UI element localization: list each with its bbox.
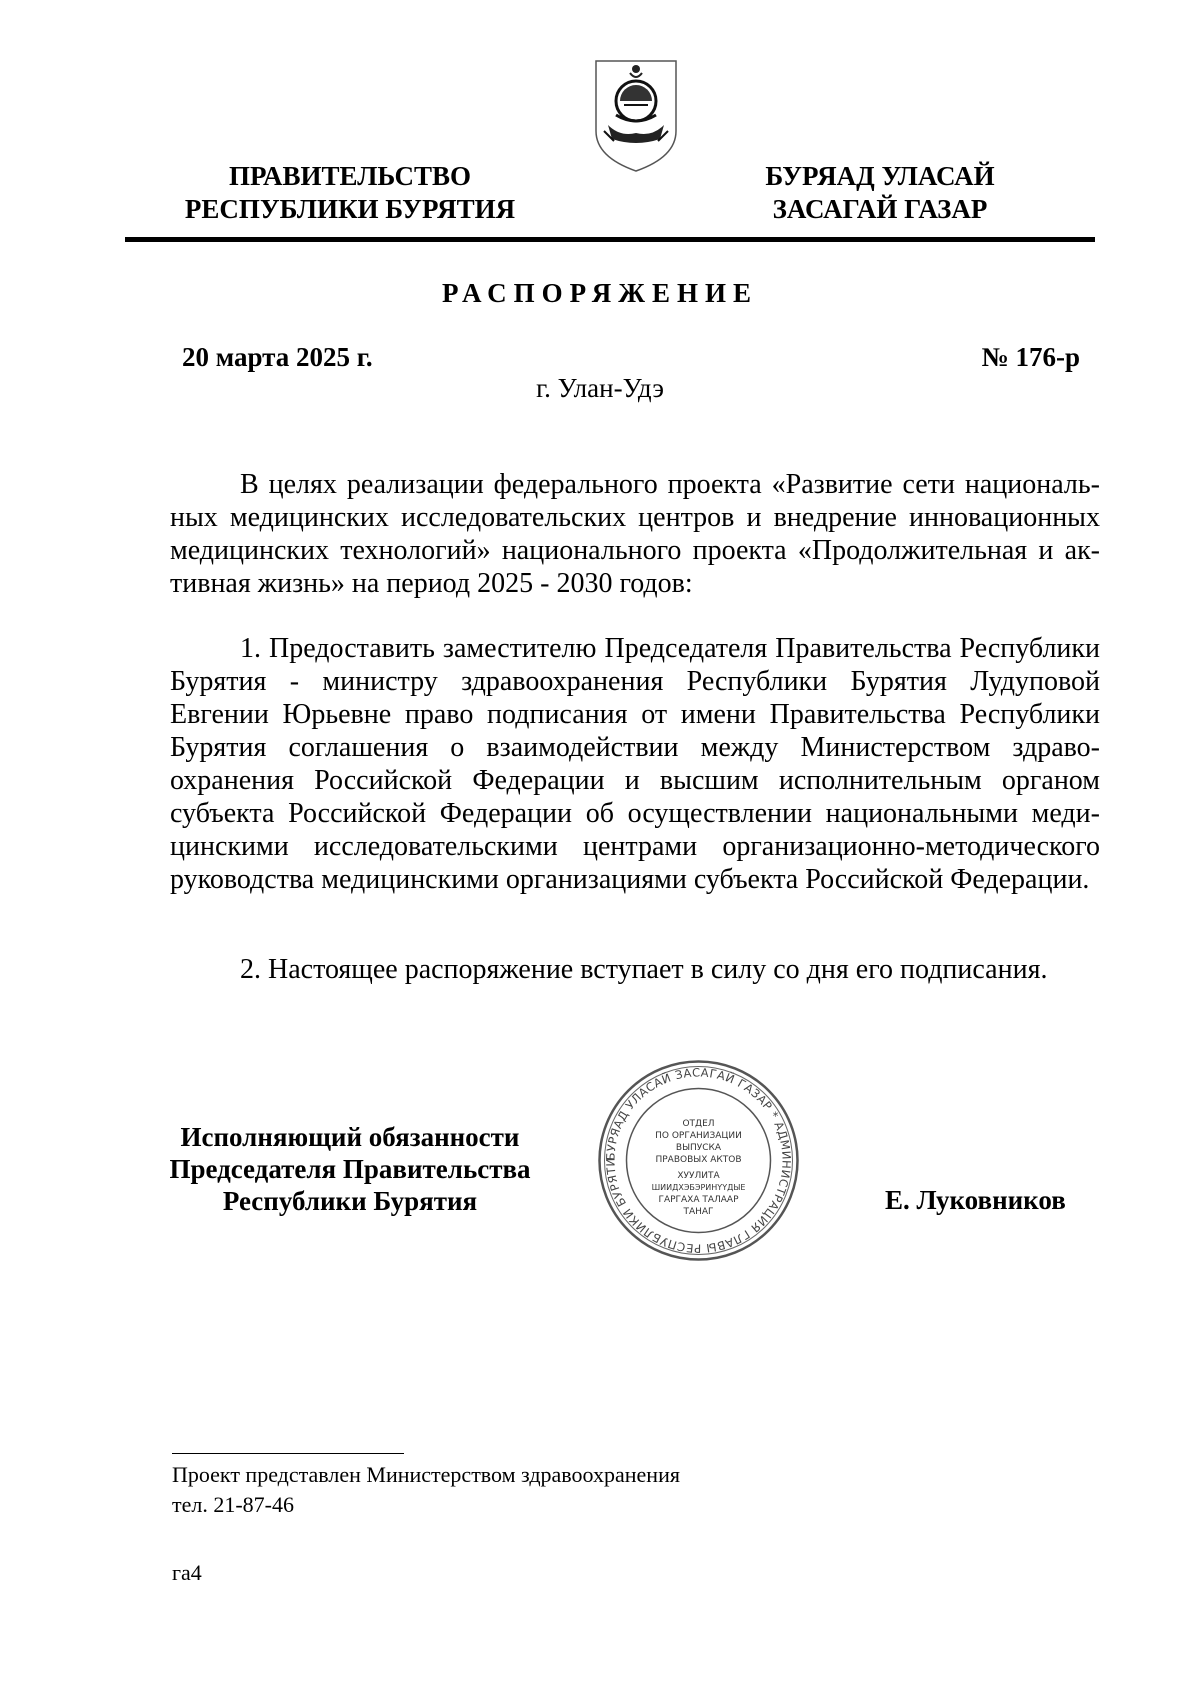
official-seal-stamp xyxy=(596,1058,801,1263)
footnote-line: тел. 21-87-46 xyxy=(172,1492,295,1517)
issuer-name-buryat xyxy=(720,160,1040,226)
item-2-paragraph: 2. Настоящее распоряжение вступает в силу со дня его подписания. xyxy=(240,954,1048,985)
issuer-line: РЕСПУБЛИКИ БУРЯТИЯ xyxy=(184,194,516,224)
document-type-title: РАСПОРЯЖЕНИЕ xyxy=(441,278,759,308)
footnote-divider xyxy=(172,1453,404,1454)
signatory-position xyxy=(150,1121,550,1217)
document-date: 20 марта 2025 г. xyxy=(182,342,373,372)
seal-ring-text: БУРЯАД УЛАСАЙ ЗАСАГАЙ ГАЗАР * АДМИНИСТРАЦИЯ ГЛАВЫ РЕСПУБЛИКИ БУРЯТИ xyxy=(603,1065,794,1256)
seal-center-line: ПО ОРГАНИЗАЦИИ xyxy=(655,1131,742,1141)
position-line: Председателя Правительства xyxy=(169,1154,531,1184)
seal-center-line: ВЫПУСКА xyxy=(675,1143,722,1153)
seal-center-line: ПРАВОВЫХ АКТОВ xyxy=(655,1155,742,1165)
seal-center-line: ШИИДХЭБЭРИНҮҮДЫЕ xyxy=(651,1183,746,1192)
seal-center-line: ГАРГАХА ТАЛААР xyxy=(658,1195,739,1205)
issuer-line: БУРЯАД УЛАСАЙ xyxy=(765,161,995,191)
document-code: га4 xyxy=(172,1560,202,1585)
position-line: Республики Бурятия xyxy=(222,1186,478,1216)
position-line: Исполняющий обязанности xyxy=(180,1122,520,1152)
issuer-line: ПРАВИТЕЛЬСТВО xyxy=(228,161,472,191)
item-1-paragraph: 1. Предоставить заместителю Председателя Правительства Республики Бурятия - министру здравоохранения Республики Бурятия Лудуповой Евгении Юрьевне право подписания от имени Правительства Республики Бурятия соглашения о взаимодействии между Министерством здравоохранения Российской Федерации и высшим исполнительным органом субъекта Российской Федерации об осуществлении национальными медицинскими исследовательскими центрами организационно-методического руководства медицинскими организациями субъекта Российской Федерации. xyxy=(170,633,1100,895)
header-divider xyxy=(125,237,1095,242)
coat-of-arms-icon xyxy=(590,55,682,175)
issuer-line: ЗАСАГАЙ ГАЗАР xyxy=(772,194,988,224)
seal-center-line: ХУУЛИТА xyxy=(677,1171,720,1181)
seal-center-line: ТАНАГ xyxy=(683,1207,714,1217)
seal-center-line: ОТДЕЛ xyxy=(682,1119,715,1129)
footnote xyxy=(172,1460,680,1520)
issuer-name-russian xyxy=(160,160,540,226)
preamble-paragraph: В целях реализации федерального проекта «Развитие сети национальных медицинских исследовательских центров и внедрение инновационных медицинских технологий» национального проекта «Продолжительная и активная жизнь» на период 2025 - 2030 годов: xyxy=(170,469,1100,599)
document-city: г. Улан-Удэ xyxy=(536,373,664,403)
document-number: № 176-р xyxy=(981,342,1080,372)
footnote-line: Проект представлен Министерством здравоохранения xyxy=(172,1462,680,1487)
signatory-name: Е. Луковников xyxy=(885,1185,1066,1215)
